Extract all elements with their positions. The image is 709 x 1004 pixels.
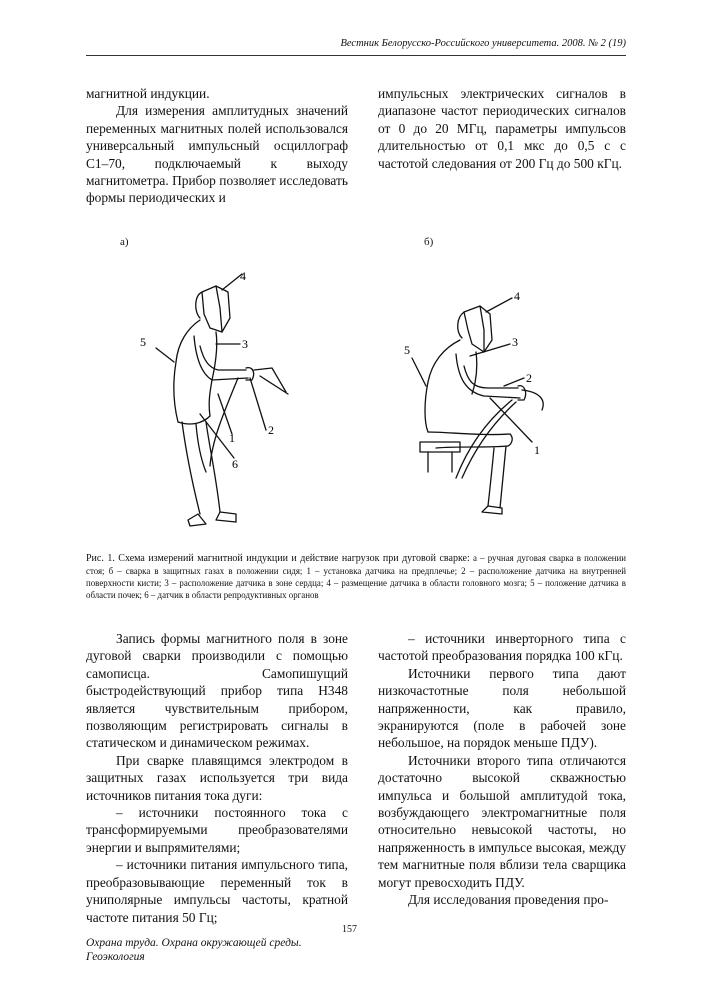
- list-item: – источники инверторного типа с частотой преобразования порядка 100 кГц.: [378, 631, 626, 664]
- paragraph: Для исследования проведения про-: [408, 892, 609, 908]
- text-column-bottom-left: [86, 630, 348, 926]
- marker-4: 4: [240, 269, 246, 283]
- paragraph: Запись формы магнитного поля в зоне дуговой сварки производили с помощью самописца. Самопишущий быстродействующий прибор типа Н348 является чувствительным прибором, позволяющим регистрировать сигналы в статическом и динамическом режимах.: [86, 631, 348, 751]
- list-item: – источники питания импульсного типа, преобразовывающие переменный ток в униполярные импульсы частоты, кратной частоте питания 50 Гц;: [86, 857, 348, 925]
- marker-5: 5: [140, 335, 146, 349]
- list-item: – источники постоянного тока с трансформируемыми преобразователями энергии и выпрямителями;: [86, 805, 348, 855]
- caption-lead: Рис. 1. Схема измерений магнитной индукции и действие нагрузок при дуговой сварке:: [86, 553, 470, 564]
- seated-welder-illustration: [400, 282, 560, 542]
- header-rule: [86, 55, 626, 56]
- marker-3: 3: [242, 337, 248, 351]
- paragraph: магнитной индукции.: [86, 86, 210, 101]
- footer-line: Охрана труда. Охрана окружающей среды.: [86, 937, 302, 949]
- text-column-top-right: [378, 85, 626, 172]
- paragraph: Источники второго типа отличаются достаточно высокой скважностью импульса и большой амплитудой тока, возбуждающего электромагнитные поля относительно невысокой частоты, но напряженность в импульсе высокая, между тем магнитные поля вблизи тела сварщика могут превосходить ПДУ.: [378, 752, 626, 890]
- paragraph: Источники первого типа дают низкочастотные поля небольшой напряженности, как правило, экранируются (поле в рабочей зоне небольшое, на порядок меньше ПДУ).: [378, 665, 626, 751]
- text-column-bottom-right: [378, 630, 626, 909]
- figure-caption: [86, 552, 626, 601]
- caption-body: а – ручная дуговая сварка в положении стоя; б – сварка в защитных газах в положении сидя; 1 – установка датчика на предплечье; 2 – расположение датчика на внутренней поверхности кисти; 3 – расположение датчика в зоне сердца; 4 – размещение датчика в области головного мозга; 5 – положение датчика в области почек; 6 – датчик в области репродуктивных органов: [86, 553, 627, 600]
- text-column-top-left: [86, 85, 348, 207]
- standing-welder-illustration: [120, 262, 290, 542]
- figure-label-b: б): [424, 236, 434, 248]
- marker-2: 2: [526, 371, 532, 385]
- marker-3: 3: [512, 335, 518, 349]
- marker-1: 1: [229, 431, 235, 445]
- paragraph: Для измерения амплитудных значений переменных магнитных полей использовался универсальный импульсный осциллограф С1–70, подключаемый к выходу магнитометра. Прибор позволяет исследовать формы периодических и: [86, 103, 348, 206]
- marker-1: 1: [534, 443, 540, 457]
- marker-4: 4: [514, 289, 520, 303]
- marker-6: 6: [232, 457, 238, 471]
- footer-line: Геоэкология: [86, 951, 145, 963]
- journal-footer: [86, 936, 302, 964]
- paragraph: При сварке плавящимся электродом в защитных газах используется три вида источников питания тока дуги:: [86, 752, 348, 803]
- page-number: 157: [342, 924, 357, 935]
- paragraph: импульсных электрических сигналов в диапазоне частот периодических сигналов от 0 до 20 МГц, параметры импульсов длительностью от 0,1 мкс до 0,5 с с частотой следования от 200 Гц до 500 кГц.: [378, 86, 626, 171]
- marker-5: 5: [404, 343, 410, 357]
- marker-2: 2: [268, 423, 274, 437]
- figure-label-a: а): [120, 236, 129, 248]
- journal-header: Вестник Белорусско-Российского университета. 2008. № 2 (19): [340, 38, 626, 49]
